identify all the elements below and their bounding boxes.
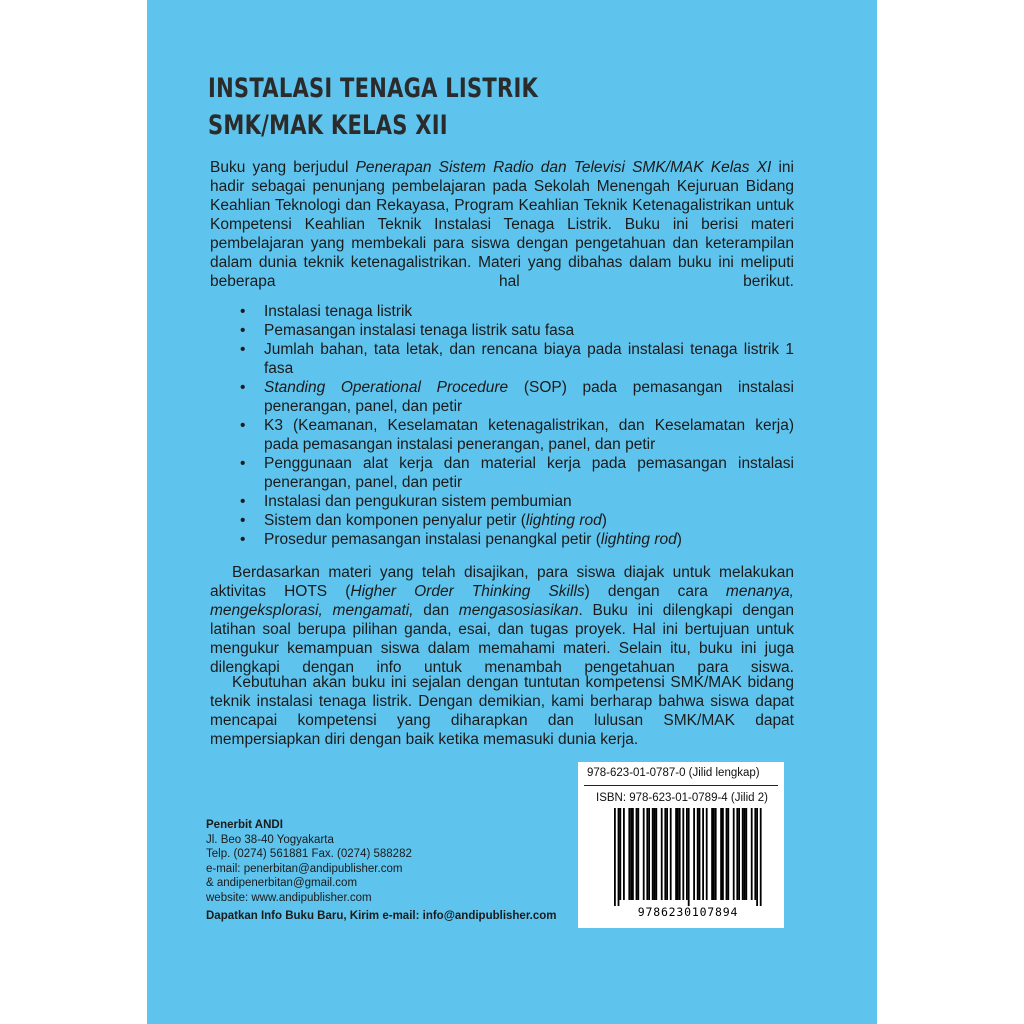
- barcode-bar: [760, 808, 762, 906]
- barcode-bar: [697, 808, 699, 900]
- barcode-bar: [713, 808, 715, 900]
- bullet-icon: •: [240, 341, 246, 358]
- bullet-icon: •: [240, 379, 246, 396]
- bullet-icon: •: [240, 303, 246, 320]
- barcode-bar: [702, 808, 704, 900]
- bullet-icon: •: [240, 493, 246, 510]
- barcode-bar: [619, 808, 621, 900]
- intro-body: ini hadir sebagai penunjang pembelajaran pada Sekolah Menengah Kejuruan Bidang Keahlian Teknologi dan Rekayasa, Program Keahlian Teknik Ketenagalistrikan untuk Kompetensi Keahlian Teknik Instalasi Tenaga Listrik. Buku ini berisi materi pembelajaran yang membekali para siswa dengan pengetahuan dan keterampilan dalam dunia teknik ketenagalistrikan. Materi yang dibahas dalam buku ini meliputi beberapa hal berikut.: [210, 159, 794, 290]
- barcode-bar: [654, 808, 656, 900]
- barcode-bar: [618, 808, 620, 906]
- publisher-address: Jl. Beo 38-40 Yogyakarta: [206, 833, 334, 846]
- publisher-email: e-mail: penerbitan@andipublisher.com: [206, 862, 403, 875]
- barcode-bar: [682, 808, 684, 900]
- barcode-bar: [623, 808, 625, 900]
- barcode-bar: [637, 808, 639, 900]
- barcode-bar: [614, 808, 616, 906]
- barcode-bar: [688, 808, 690, 906]
- barcode-bar: [677, 808, 679, 900]
- book-title-line1: INSTALASI TENAGA LISTRIK: [208, 73, 539, 104]
- barcode-bar: [632, 808, 634, 900]
- list-item: • Pemasangan instalasi tenaga listrik satu fasa: [240, 322, 575, 339]
- barcode-bar: [661, 808, 663, 900]
- barcode-bar: [628, 808, 630, 900]
- list-item: • Penggunaan alat kerja dan material kerja pada pemasangan instalasi penerangan, panel, dan petir: [240, 455, 794, 491]
- barcode-bar: [736, 808, 738, 900]
- barcode-bar: [711, 808, 713, 900]
- closing-paragraph: Kebutuhan akan buku ini sejalan dengan tuntutan kompetensi SMK/MAK bidang teknik instalasi tenaga listrik. Dengan demikian, kami berharap bahwa siswa dapat mencapai kompetensi yang diharapkan dan lulusan SMK/MAK dapat mempersiapkan diri dengan baik ketika memasuki dunia kerja.: [210, 674, 794, 748]
- bullet-icon: •: [240, 531, 246, 548]
- barcode-bar: [630, 808, 632, 900]
- isbn-set: 978-623-01-0787-0 (Jilid lengkap): [587, 767, 760, 779]
- book-title-line2: SMK/MAK KELAS XII: [208, 110, 448, 141]
- barcode-bar: [670, 808, 672, 900]
- list-item: • Jumlah bahan, tata letak, dan rencana biaya pada instalasi tenaga listrik 1 fasa: [240, 341, 794, 377]
- barcode: [608, 808, 768, 918]
- barcode-bar: [738, 808, 740, 900]
- activities-paragraph: Berdasarkan materi yang telah disajikan, para siswa diajak untuk melakukan aktivitas HOTS (Higher Order Thinking Skills) dengan cara menanya, mengeksplorasi, mengamati, dan mengasosiasikan. Buku ini dilengkapi dengan latihan soal berupa pilihan ganda, esai, dan tugas proyek. Hal ini bertujuan untuk mengukur kemampuan siswa dalam memahami materi. Selain itu, buku ini juga dilengkapi dengan info untuk menambah pengetahuan para siswa.: [210, 564, 794, 676]
- barcode-bar: [733, 808, 735, 900]
- barcode-bar: [754, 808, 756, 900]
- bullet-icon: •: [240, 322, 246, 339]
- bullet-icon: •: [240, 455, 246, 472]
- bullet-icon: •: [240, 512, 246, 529]
- barcode-bar: [699, 808, 701, 900]
- barcode-bar: [679, 808, 681, 900]
- publisher-email-alt: & andipenerbitan@gmail.com: [206, 877, 358, 889]
- barcode-bar: [686, 808, 688, 900]
- barcode-bar: [715, 808, 717, 900]
- barcode-bar: [643, 808, 645, 900]
- barcode-bar: [648, 808, 650, 900]
- list-item: • Standing Operational Procedure (SOP) pada pemasangan instalasi penerangan, panel, dan petir: [240, 379, 794, 415]
- barcode-bar: [666, 808, 668, 900]
- barcode-bar: [745, 808, 747, 900]
- list-item: • Sistem dan komponen penyalur petir (lighting rod): [240, 512, 607, 529]
- barcode-bar: [742, 808, 744, 900]
- list-item: • Instalasi dan pengukuran sistem pembumian: [240, 493, 572, 510]
- topic-list: [240, 302, 794, 549]
- barcode-bar: [720, 808, 722, 900]
- publisher-name: Penerbit ANDI: [206, 819, 283, 831]
- publisher-phone: Telp. (0274) 561881 Fax. (0274) 588282: [206, 848, 412, 860]
- barcode-bar: [636, 808, 638, 900]
- barcode-bar: [655, 808, 657, 900]
- publisher-block: [206, 818, 412, 905]
- referenced-book-title: Penerapan Sistem Radio dan Televisi SMK/MAK Kelas XI: [355, 159, 772, 176]
- list-item: • K3 (Keamanan, Keselamatan ketenagalistrikan, dan Keselamatan kerja) pada pemasangan instalasi penerangan, panel, dan petir: [240, 417, 794, 453]
- barcode-bar: [646, 808, 648, 900]
- bullet-icon: •: [240, 417, 246, 434]
- barcode-digits: 9786230107894: [637, 905, 739, 918]
- barcode-bar: [706, 808, 708, 900]
- intro-lead: Buku yang berjudul: [210, 159, 356, 176]
- barcode-bars: [614, 808, 762, 906]
- isbn-divider: [584, 785, 778, 786]
- barcode-bar: [693, 808, 695, 900]
- barcode-bar: [675, 808, 677, 900]
- barcode-bar: [652, 808, 654, 900]
- barcode-bar: [726, 808, 728, 900]
- barcode-bar: [751, 808, 753, 900]
- intro-paragraph: [210, 158, 794, 310]
- info-line: Dapatkan Info Buku Baru, Kirim e-mail: info@andipublisher.com: [206, 910, 557, 922]
- barcode-bar: [664, 808, 666, 900]
- publisher-website: website: www.andipublisher.com: [206, 891, 372, 904]
- list-item: • Prosedur pemasangan instalasi penangkal petir (lighting rod): [240, 531, 682, 548]
- list-item: • Instalasi tenaga listrik: [240, 303, 413, 320]
- barcode-bar: [722, 808, 724, 900]
- barcode-bar: [727, 808, 729, 900]
- barcode-bar: [744, 808, 746, 900]
- barcode-bar: [756, 808, 758, 906]
- isbn-volume: ISBN: 978-623-01-0789-4 (Jilid 2): [596, 792, 768, 804]
